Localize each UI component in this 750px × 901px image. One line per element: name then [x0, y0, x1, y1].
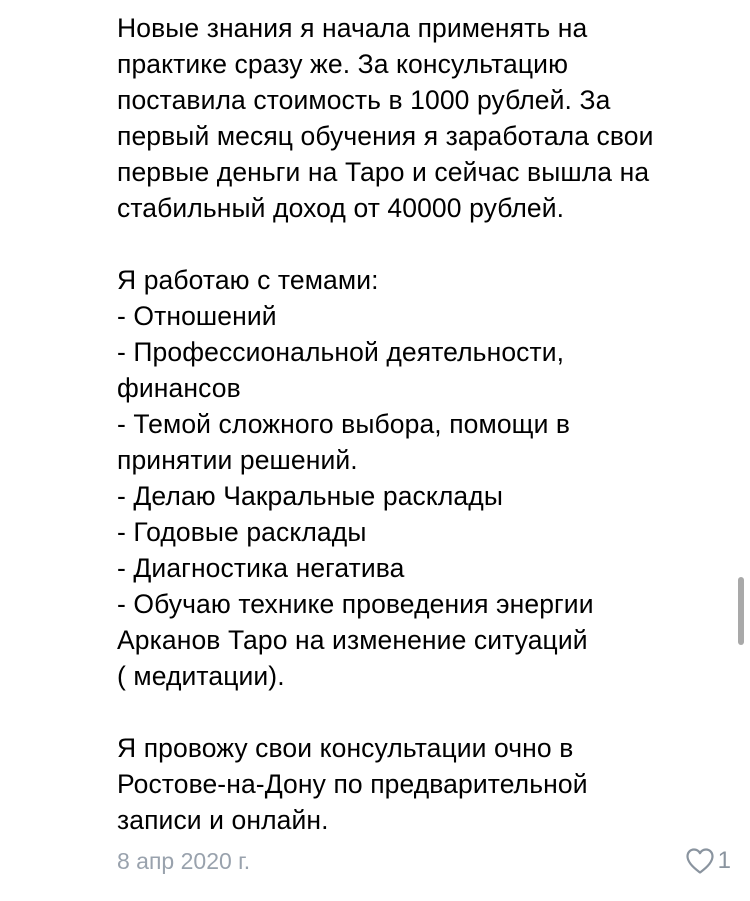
post-date[interactable]: 8 апр 2020 г. — [117, 848, 251, 874]
text-line: стабильный доход от 40000 рублей. — [117, 193, 565, 223]
post-footer — [117, 843, 731, 879]
text-line: принятии решений. — [117, 445, 358, 475]
like-button[interactable] — [685, 846, 731, 876]
list-item: - Профессиональной деятельности, — [117, 337, 565, 367]
list-item: - Годовые расклады — [117, 517, 367, 547]
text-line: Я работаю с темами: — [117, 265, 379, 295]
text-line: записи и онлайн. — [117, 805, 329, 835]
text-line: практике сразу же. За консультацию — [117, 49, 569, 79]
paragraph-gap — [117, 226, 727, 262]
list-item: - Диагностика негатива — [117, 553, 405, 583]
scrollbar-thumb[interactable] — [738, 577, 744, 645]
like-count: 1 — [717, 847, 731, 874]
text-line: Новые знания я начала применять на — [117, 13, 588, 43]
list-item: - Темой сложного выбора, помощи в — [117, 409, 571, 439]
list-item: - Обучаю технике проведения энергии — [117, 589, 594, 619]
heart-icon — [685, 847, 715, 875]
text-line: поставила стоимость в 1000 рублей. За — [117, 85, 611, 115]
text-line: финансов — [117, 373, 241, 403]
text-line: Я провожу свои консультации очно в — [117, 733, 574, 763]
list-item: - Делаю Чакральные расклады — [117, 481, 503, 511]
list-item: - Отношений — [117, 301, 277, 331]
paragraph-gap — [117, 694, 727, 730]
post-paragraph-topics — [117, 262, 727, 694]
post-paragraph-consultations — [117, 730, 727, 838]
text-line: первый месяц обучения я заработала свои — [117, 121, 654, 151]
text-line: Арканов Таро на изменение ситуаций — [117, 625, 588, 655]
text-line: Ростове-на-Дону по предварительной — [117, 769, 588, 799]
post-text — [117, 10, 727, 838]
text-line: ( медитации). — [117, 661, 285, 691]
text-line: первые деньги на Таро и сейчас вышла на — [117, 157, 650, 187]
post-paragraph-results — [117, 10, 727, 226]
